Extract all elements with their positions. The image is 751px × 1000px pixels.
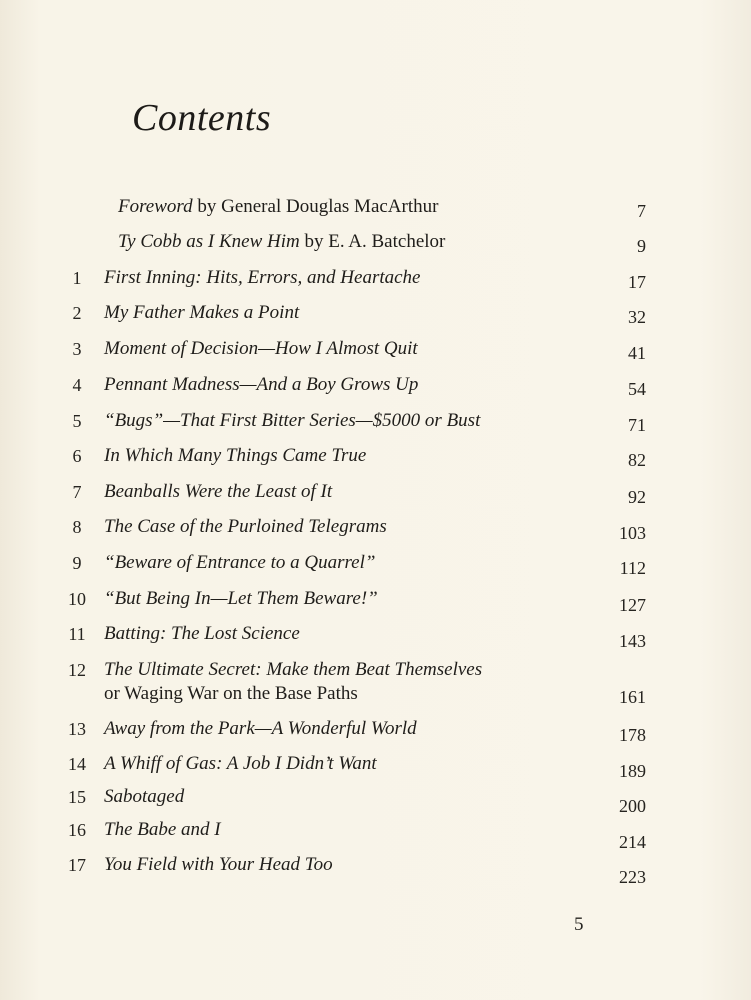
chapter-number: 4 <box>72 375 82 395</box>
toc-page-number: 54 <box>628 379 646 399</box>
toc-page-number: 32 <box>628 307 646 327</box>
chapter-title: “Bugs”—That First Bitter Series—$5000 or Bust <box>104 410 481 431</box>
chapter-number: 9 <box>72 553 82 573</box>
toc-page-number: 7 <box>637 201 646 221</box>
chapter-title: “Beware of Entrance to a Quarrel” <box>104 552 376 573</box>
chapter-title: “But Being In—Let Them Beware!” <box>104 588 378 609</box>
chapter-title: Beanballs Were the Least of It <box>104 481 333 502</box>
toc-page-number: 178 <box>619 725 646 745</box>
toc-page-number: 82 <box>628 450 646 470</box>
toc-page-number: 214 <box>619 832 646 852</box>
toc-page-number: 103 <box>619 523 646 543</box>
chapter-number: 11 <box>68 624 86 644</box>
toc-page-number: 17 <box>628 272 646 292</box>
chapter-title: Sabotaged <box>104 786 185 807</box>
toc-page-number: 143 <box>619 631 646 651</box>
chapter-number: 1 <box>72 268 82 288</box>
chapter-title: Batting: The Lost Science <box>104 623 300 644</box>
chapter-number: 2 <box>72 303 82 323</box>
chapter-title: You Field with Your Head Too <box>104 854 333 875</box>
toc-page-number: 41 <box>628 343 646 363</box>
toc-page-number: 223 <box>619 867 646 887</box>
chapter-title: First Inning: Hits, Errors, and Heartache <box>104 267 421 288</box>
chapter-number: 15 <box>68 787 86 807</box>
toc-page-number: 161 <box>619 687 646 707</box>
chapter-title: In Which Many Things Came True <box>104 445 367 466</box>
chapter-number: 7 <box>72 482 82 502</box>
chapter-title <box>104 658 584 706</box>
toc-page-number: 112 <box>619 558 646 578</box>
chapter-number: 17 <box>68 855 86 875</box>
chapter-number: 3 <box>72 339 82 359</box>
toc-page-number: 200 <box>619 796 646 816</box>
chapter-title-line-1: The Ultimate Secret: Make them Beat Themselves <box>104 659 483 680</box>
chapter-title: My Father Makes a Point <box>104 302 300 323</box>
chapter-title: The Babe and I <box>104 819 221 840</box>
chapter-number: 6 <box>72 446 82 466</box>
entry-byline: by E. A. Batchelor <box>299 231 446 252</box>
entry-byline: by General Douglas MacArthur <box>192 196 439 217</box>
chapter-title-line-2: or Waging War on the Base Paths <box>104 683 358 704</box>
chapter-number: 14 <box>68 754 86 774</box>
toc-page-number: 9 <box>637 236 646 256</box>
chapter-title: The Case of the Purloined Telegrams <box>104 516 387 537</box>
chapter-title: Moment of Decision—How I Almost Quit <box>104 338 418 359</box>
chapter-title: Away from the Park—A Wonderful World <box>104 718 417 739</box>
toc-page-number: 71 <box>628 415 646 435</box>
page-folio-number: 5 <box>574 914 584 935</box>
page-title: Contents <box>132 97 272 139</box>
chapter-number: 8 <box>72 517 82 537</box>
chapter-title: Pennant Madness—And a Boy Grows Up <box>104 374 419 395</box>
entry-italic-title: Ty Cobb as I Knew Him <box>118 231 300 252</box>
entry-italic-title: Foreword <box>118 196 193 217</box>
chapter-title: A Whiff of Gas: A Job I Didn’t Want <box>104 753 377 774</box>
chapter-number: 10 <box>68 589 86 609</box>
toc-entry-title <box>118 195 598 219</box>
chapter-number: 16 <box>68 820 86 840</box>
toc-page-number: 92 <box>628 487 646 507</box>
chapter-number: 13 <box>68 719 86 739</box>
toc-entry-title <box>118 230 598 254</box>
toc-page-number: 189 <box>619 761 646 781</box>
chapter-number: 5 <box>72 411 82 431</box>
chapter-number: 12 <box>68 660 86 680</box>
toc-page-number: 127 <box>619 595 646 615</box>
